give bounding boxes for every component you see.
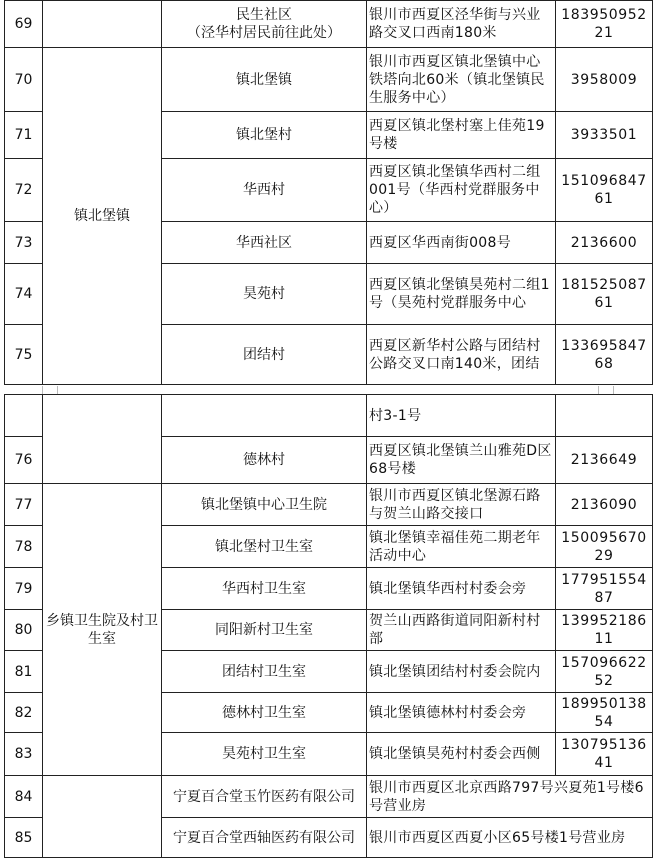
address: 银川市西夏区镇北堡镇中心铁塔向北60米（镇北堡镇民生服务中心） [367,48,556,112]
address: 银川市西夏区北京西路797号兴夏苑1号楼6号营业房 [367,776,653,818]
group-cell-empty [43,1,162,48]
row-number: 71 [5,112,43,159]
address: 西夏区镇北堡镇华西村二组001号（华西村党群服务中心） [367,159,556,222]
phone: 13995218611 [556,610,653,651]
row-number: 74 [5,264,43,325]
phone: 2136600 [556,222,653,264]
location-name: 德林村卫生室 [162,693,367,733]
location-name: 同阳新村卫生室 [162,610,367,651]
phone: 13079513641 [556,733,653,776]
location-name: 华西社区 [162,222,367,264]
phone: 15009567029 [556,526,653,568]
row-number: 81 [5,651,43,693]
group-label: 乡镇卫生院及村卫生室 [43,484,162,776]
row-number: 76 [5,437,43,484]
location-name: 宁夏百合堂玉竹医药有限公司 [162,776,367,818]
row-number: 70 [5,48,43,112]
table-row [5,48,653,112]
location-name: 镇北堡村 [162,112,367,159]
location-name: 宁夏百合堂西轴医药有限公司 [162,818,367,858]
row-number: 84 [5,776,43,818]
location-name-empty [162,395,367,437]
phone: 15709662252 [556,651,653,693]
address: 镇北堡镇团结村村委会院内 [367,651,556,693]
table-row [5,776,653,818]
location-name: 昊苑村卫生室 [162,733,367,776]
address: 镇北堡镇华西村村委会旁 [367,568,556,610]
table-row [5,484,653,526]
address: 西夏区镇北堡镇昊苑村二组1号（昊苑村党群服务中心 [367,264,556,325]
address-continuation: 村3-1号 [367,395,556,437]
phone: 18995013854 [556,693,653,733]
row-number: 72 [5,159,43,222]
phone: 3958009 [556,48,653,112]
phone: 18152508761 [556,264,653,325]
table-bottom [4,394,653,858]
phone: 18395095221 [556,1,653,48]
address: 贺兰山西路街道同阳新村村部 [367,610,556,651]
row-number-empty [5,395,43,437]
address: 银川市西夏区泾华街与兴业路交叉口西南180米 [367,1,556,48]
location-name: 镇北堡镇中心卫生院 [162,484,367,526]
location-name: 昊苑村 [162,264,367,325]
address: 银川市西夏区镇北堡源石路与贺兰山路交接口 [367,484,556,526]
location-name: 镇北堡镇 [162,48,367,112]
table-top [4,0,653,385]
group-label: 镇北堡镇 [43,48,162,385]
row-number: 80 [5,610,43,651]
row-number: 77 [5,484,43,526]
address: 银川市西夏区西夏小区65号楼1号营业房 [367,818,653,858]
row-number: 83 [5,733,43,776]
group-cell-empty [43,395,162,484]
location-name: 团结村卫生室 [162,651,367,693]
phone: 15109684761 [556,159,653,222]
phone: 2136090 [556,484,653,526]
address: 西夏区镇北堡村塞上佳苑19号楼 [367,112,556,159]
row-number: 75 [5,325,43,385]
address: 镇北堡镇昊苑村村委会西侧 [367,733,556,776]
address: 西夏区华西南街008号 [367,222,556,264]
phone-empty [556,395,653,437]
phone: 13369584768 [556,325,653,385]
location-name: 华西村 [162,159,367,222]
location-name: 团结村 [162,325,367,385]
row-number: 73 [5,222,43,264]
location-name: 镇北堡村卫生室 [162,526,367,568]
phone: 2136649 [556,437,653,484]
address: 西夏区新华村公路与团结村公路交叉口南140米，团结 [367,325,556,385]
location-name: 民生社区 （泾华村居民前往此处） [162,1,367,48]
table-row-continuation [5,395,653,437]
row-number: 79 [5,568,43,610]
table-row [5,1,653,48]
row-number: 69 [5,1,43,48]
location-name: 华西村卫生室 [162,568,367,610]
row-number: 82 [5,693,43,733]
row-number: 85 [5,818,43,858]
row-number: 78 [5,526,43,568]
group-cell-empty [43,776,162,858]
phone: 3933501 [556,112,653,159]
address: 西夏区镇北堡镇兰山雅苑D区68号楼 [367,437,556,484]
address: 镇北堡镇德林村村委会旁 [367,693,556,733]
location-name: 德林村 [162,437,367,484]
phone: 17795155487 [556,568,653,610]
address: 镇北堡镇幸福佳苑二期老年活动中心 [367,526,556,568]
